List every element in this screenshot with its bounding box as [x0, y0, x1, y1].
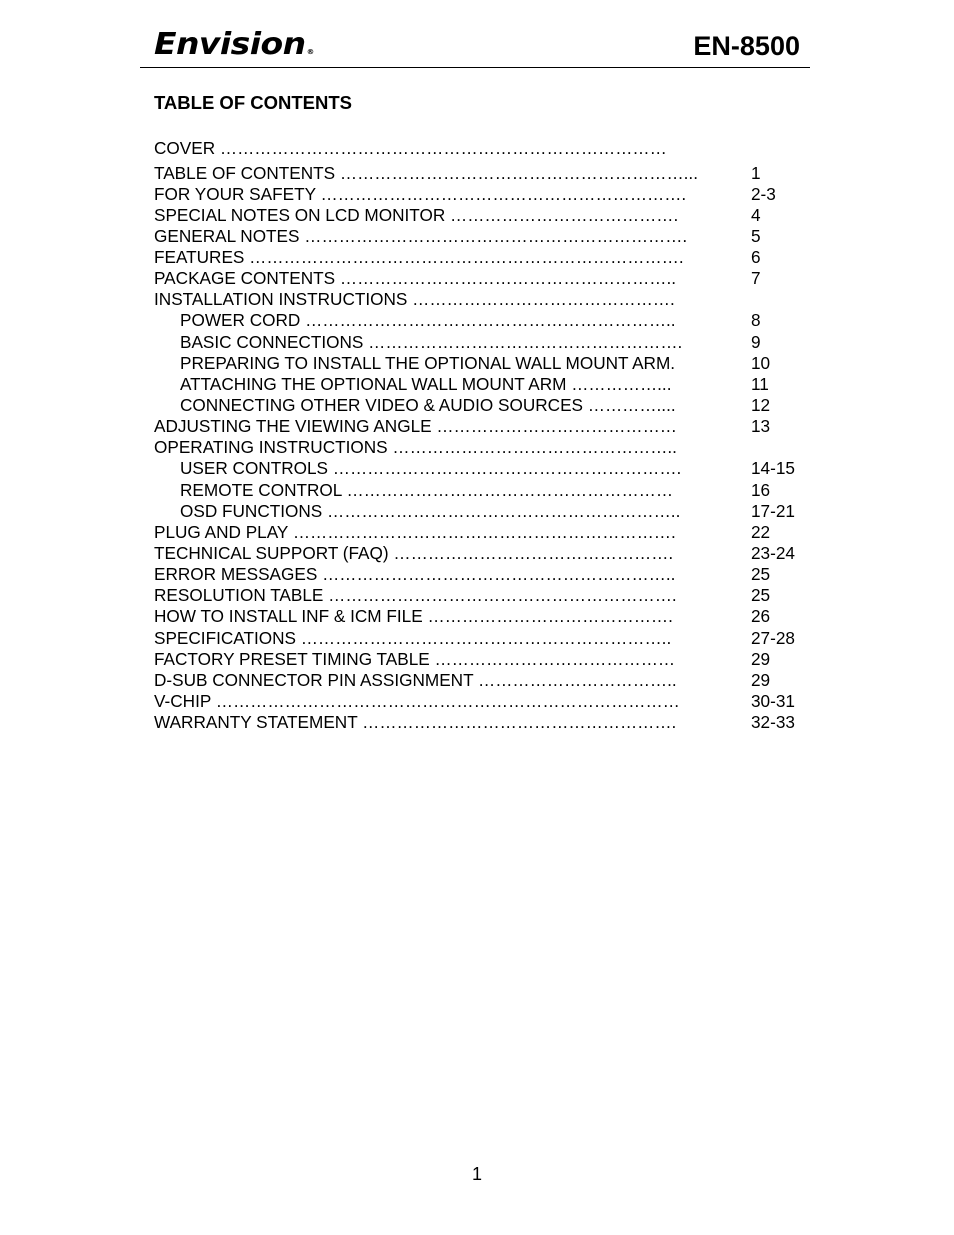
- toc-entry: [154, 628, 814, 649]
- toc-entry-page: 1: [751, 162, 761, 183]
- toc-entry: [154, 458, 814, 479]
- toc-entry: [154, 522, 814, 543]
- toc-entry-page: 27-28: [751, 627, 795, 648]
- toc-entry-label: OSD FUNCTIONS ……………………………………………………..: [180, 500, 681, 521]
- toc-entry: [154, 606, 814, 627]
- model-number: EN-8500: [693, 31, 800, 61]
- toc-entry: [154, 184, 814, 205]
- toc-entry-page: 25: [751, 564, 771, 585]
- toc-entry-page: 11: [751, 373, 769, 394]
- toc-entry: [154, 205, 814, 226]
- toc-list: [154, 138, 814, 733]
- toc-entry: [154, 395, 814, 416]
- toc-entry-label: V-CHIP ………………………………………………………………………: [154, 691, 680, 712]
- toc-entry-label: FACTORY PRESET TIMING TABLE ……………………………………: [154, 648, 676, 669]
- envision-logo: [154, 28, 314, 69]
- toc-entry-label: OPERATING INSTRUCTIONS …………………………………………..: [154, 437, 677, 458]
- toc-entry-label: D-SUB CONNECTOR PIN ASSIGNMENT ……………………………..: [154, 669, 677, 690]
- toc-entry-label: ATTACHING THE OPTIONAL WALL MOUNT ARM ……………...: [180, 373, 672, 394]
- registered-mark: ®: [306, 48, 314, 56]
- toc-entry-label: COVER ……………………………………………………………………: [154, 138, 667, 158]
- toc-entry-page: 16: [751, 479, 771, 500]
- toc-entry: [154, 416, 814, 437]
- toc-entry-label: INSTALLATION INSTRUCTIONS ……………………………………….: [154, 289, 675, 310]
- toc-entry-label: PLUG AND PLAY ………………………………………………………….: [154, 521, 676, 542]
- toc-entry: [154, 691, 814, 712]
- toc-entry-page: 4: [751, 204, 761, 225]
- toc-entry: [154, 138, 814, 163]
- toc-entry-label: REMOTE CONTROL …………………………………………………: [180, 479, 674, 500]
- toc-entry: [154, 585, 814, 606]
- toc-entry-page: 5: [751, 225, 761, 246]
- toc-entry-label: TABLE OF CONTENTS ……………………………………………………...: [154, 162, 698, 183]
- toc-entry: [154, 480, 814, 501]
- toc-entry: [154, 649, 814, 670]
- toc-entry-page: 9: [751, 331, 761, 352]
- toc-entry: [154, 670, 814, 691]
- toc-entry-page: 14-15: [751, 458, 795, 479]
- toc-entry-page: 23-24: [751, 543, 795, 564]
- toc-entry: [154, 226, 814, 247]
- toc-entry: [154, 310, 814, 331]
- toc-entry-label: BASIC CONNECTIONS ……………………………………………….: [180, 331, 683, 352]
- toc-entry-page: 26: [751, 606, 771, 627]
- toc-entry-page: 6: [751, 247, 761, 268]
- toc-entry: [154, 564, 814, 585]
- toc-entry-label: POWER CORD ………………………………………………………..: [180, 310, 676, 331]
- toc-entry-label: SPECIFICATIONS ………………………………………………………..: [154, 627, 672, 648]
- toc-entry: [154, 163, 814, 184]
- toc-entry: [154, 543, 814, 564]
- toc-entry-page: 25: [751, 585, 771, 606]
- toc-entry: [154, 374, 814, 395]
- toc-entry-page: 13: [751, 416, 771, 437]
- toc-entry: [154, 501, 814, 522]
- toc-entry-label: TECHNICAL SUPPORT (FAQ) ………………………………………….: [154, 543, 674, 564]
- toc-entry-label: RESOLUTION TABLE …………………………………………………….: [154, 585, 677, 606]
- toc-entry: [154, 289, 814, 310]
- toc-entry-label: CONNECTING OTHER VIDEO & AUDIO SOURCES …………....: [180, 395, 676, 416]
- toc-entry-label: WARRANTY STATEMENT ……………………………………………….: [154, 712, 677, 733]
- toc-entry-page: 8: [751, 310, 761, 331]
- page-number: 1: [471, 1164, 482, 1184]
- toc-entry-page: 7: [751, 268, 761, 289]
- toc-entry-label: FEATURES ………………………………………………………………….: [154, 247, 684, 268]
- toc-heading: TABLE OF CONTENTS: [154, 92, 353, 113]
- toc-entry-label: SPECIAL NOTES ON LCD MONITOR ………………………………….: [154, 204, 679, 225]
- toc-entry: [154, 247, 814, 268]
- toc-entry-label: USER CONTROLS …………………………………………………….: [180, 458, 682, 479]
- toc-entry-label: PACKAGE CONTENTS …………………………………………………..: [154, 268, 677, 289]
- toc-entry-page: 29: [751, 648, 771, 669]
- toc-entry-label: FOR YOUR SAFETY ……………………………………………………….: [154, 183, 687, 204]
- toc-entry: [154, 353, 814, 374]
- toc-entry-page: 17-21: [751, 500, 795, 521]
- toc-entry-page: 12: [751, 395, 771, 416]
- toc-entry-page: 30-31: [751, 691, 795, 712]
- toc-entry-label: ADJUSTING THE VIEWING ANGLE ……………………………………: [154, 416, 677, 437]
- page-header: [140, 26, 810, 68]
- toc-entry-label: HOW TO INSTALL INF & ICM FILE …………………………………….: [154, 606, 673, 627]
- toc-entry-page: 29: [751, 669, 771, 690]
- toc-entry-label: ERROR MESSAGES ……………………………………………………..: [154, 564, 676, 585]
- toc-entry-page: 22: [751, 521, 771, 542]
- logo-text: Envision: [154, 27, 306, 62]
- toc-entry: [154, 332, 814, 353]
- toc-entry-page: 2-3: [751, 183, 776, 204]
- toc-entry-label: GENERAL NOTES ………………………………………………………….: [154, 225, 688, 246]
- toc-entry-label: PREPARING TO INSTALL THE OPTIONAL WALL MOUNT ARM.: [180, 352, 676, 373]
- toc-entry: [154, 437, 814, 458]
- toc-entry: [154, 268, 814, 289]
- toc-entry-page: 32-33: [751, 712, 795, 733]
- toc-entry-page: 10: [751, 352, 771, 373]
- toc-entry: [154, 712, 814, 733]
